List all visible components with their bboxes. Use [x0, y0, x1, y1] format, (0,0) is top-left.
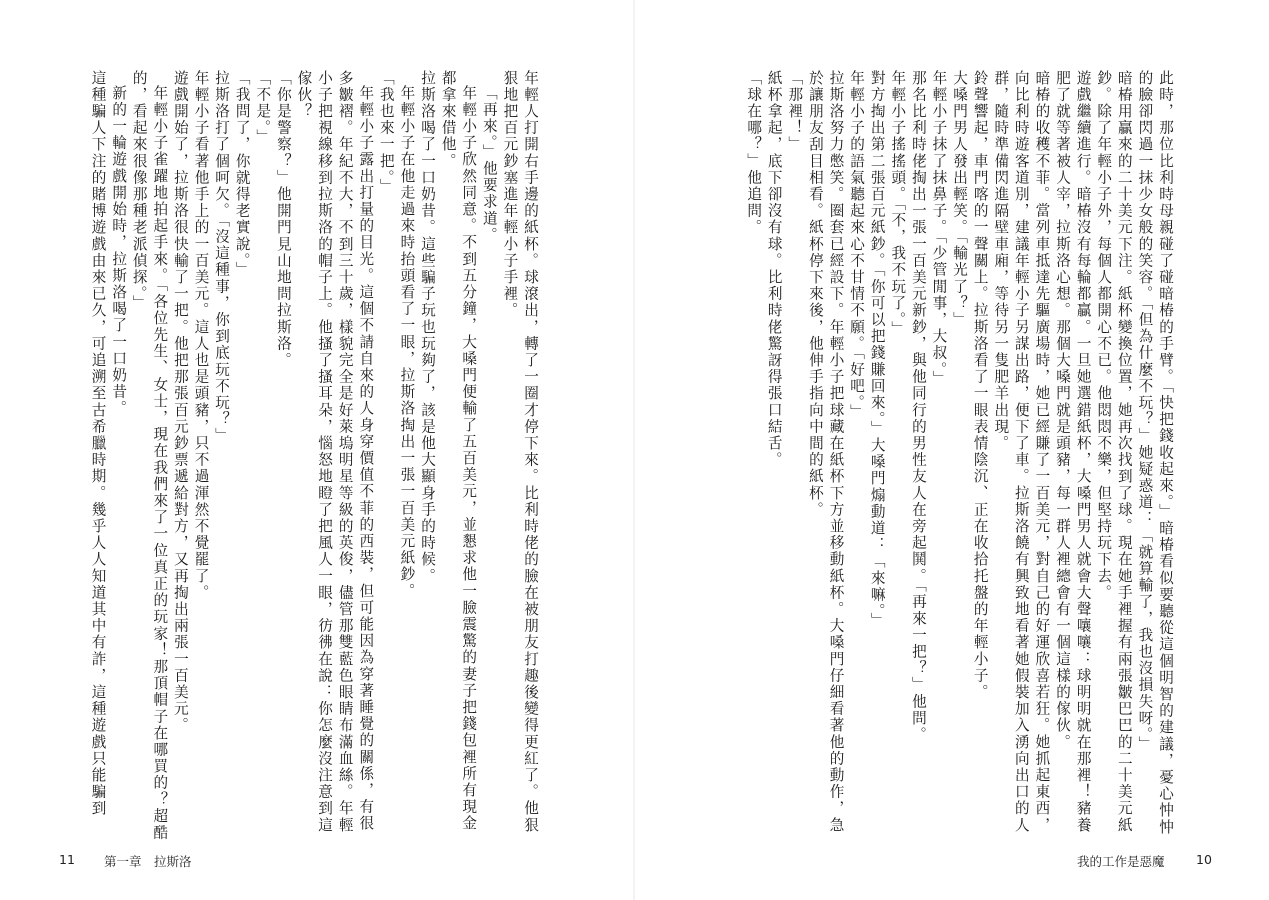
left-page-body [89, 70, 540, 842]
paragraph: 「再來。」他要求道。 [480, 84, 498, 244]
paragraph: 大嗓門男人發出輕笑。「輸光了？」 [951, 70, 969, 329]
paragraph: 對方掏出第二張百元紙鈔。「你可以把錢賺回來。」大嗓門煽動道：「來嘛。」 [868, 70, 886, 630]
right-page [635, 0, 1269, 900]
paragraph: 年輕小子在他走過來時抬頭看了一眼，拉斯洛掏出一張一百美元紙鈔。 [398, 84, 416, 600]
page-number: 10 [1196, 852, 1212, 867]
running-head: 我的工作是惡魔 [1077, 854, 1165, 869]
paragraph: 「你是警察？」他開門見山地問拉斯洛。 [274, 70, 292, 369]
paragraph: 年輕小子抹了抹鼻子。「少管閒事，大叔。」 [930, 70, 948, 388]
paragraph: 遊戲開始了，拉斯洛很快輸了一把。他把那張百元鈔票遞給對方，又再掏出兩張一百美元。 [171, 70, 189, 734]
paragraph: 「我問了，你就得老實說。」 [233, 70, 251, 279]
paragraph: 那名比利時佬掏出一張一百美元新鈔，與他同行的男性友人在旁起鬨。「再來一把？」他問。 [909, 70, 927, 744]
paragraph: 拉斯洛努力憋笑。圈套已經設下。年輕小子把球藏在紙杯下方並移動紙杯。大嗓門仔細看著他的動作，急於讓朋友刮目相看。紙杯停下來後，他伸手指向中間的紙杯。 [806, 70, 845, 834]
paragraph: 暗椿的收穫不菲。當列車抵達先驅廣場時，她已經賺了一百美元，對自己的好運欣喜若狂。她抓起東西，向比利時遊客道別，建議年輕小子另謀出路，便下了車。拉斯洛饒有興致地看著她假裝加入湧向出口的人群，隨時準備閃進隔壁車廂，等待另一隻肥羊出現。 [992, 70, 1051, 834]
paragraph: 新的一輪遊戲開始時，拉斯洛喝了一口奶昔。 [110, 84, 128, 417]
paragraph: 年輕小子看著他手上的一百美元。這人也是頭豬，只不過渾然不覺罷了。 [192, 70, 210, 602]
paragraph: 年輕人打開右手邊的紙杯。球滾出，轉了一圈才停下來。比利時佬的臉在被朋友打趣後變得更紅了。他狠狠地把百元鈔塞進年輕小子手裡。 [501, 70, 539, 834]
paragraph: 鈴聲響起，車門喀的一聲關上。拉斯洛看了一眼表情陰沉、正在收拾托盤的年輕小子。 [971, 70, 989, 701]
paragraph: 紙杯拿起，底下卻沒有球。比利時佬驚訝得張口結舌。 [765, 70, 783, 469]
right-page-body [727, 70, 1175, 842]
paragraph: 年輕小子雀躍地拍起手來。「各位先生、女士，現在我們來了一位真正的玩家！那頂帽子在哪買的？超酷的，看起來很像那種老派偵探。」 [130, 70, 169, 841]
paragraph: 年輕小子的語氣聽起來心不甘情不願。「好吧。」 [848, 70, 866, 421]
paragraph: 「不是。」 [254, 70, 272, 146]
paragraph: 拉斯洛打了個呵欠。「沒這種事，你到底玩不玩？」 [213, 70, 231, 445]
paragraph: 這種騙人下注的賭博遊戲由來已久，可追溯至古希臘時期。幾乎人人知道其中有詐，這種遊戲只能騙到 [89, 70, 107, 817]
paragraph: 「我也來一把。」 [377, 70, 395, 196]
left-page [0, 0, 634, 900]
paragraph: 遊戲繼續進行。暗椿沒有每輪都贏。一旦她選錯紙杯，大嗓門男人就會大聲嚷嚷：球明明就在那裡！豬養肥了就等著被人宰，拉斯洛心想。那個大嗓門就是頭豬，每一群人裡總會有一個這樣的傢伙。 [1054, 70, 1092, 834]
paragraph: 「球在哪？」他追問。 [745, 70, 763, 236]
paragraph: 年輕小子搖搖頭。「不，我不玩了。」 [889, 70, 907, 338]
running-head: 第一章 拉斯洛 [104, 854, 192, 869]
paragraph: 暗椿用贏來的二十美元下注。紙杯變換位置，她再次找到了球。現在她手裡握有兩張皺巴巴的二十美元紙鈔。除了年輕小子外，每個人都開心不已。他悶悶不樂，但堅持玩下去。 [1095, 70, 1133, 834]
page-number: 11 [59, 852, 75, 867]
paragraph: 此時，那位比利時母親碰了碰暗椿的手臂。「快把錢收起來。」暗椿看似要聽從這個明智的建議，憂心忡忡的臉卻閃過一抹少女般的笑容。「但為什麼不玩？」她疑惑道：「就算輸了，我也沒損失呀。」 [1136, 70, 1174, 836]
paragraph: 拉斯洛喝了一口奶昔。這些騙子玩也玩夠了，該是他大顯身手的時候。 [419, 70, 437, 585]
paragraph: 年輕小子露出打量的目光。這個不請自來的人身穿價值不菲的西裝，但可能因為穿著睡覺的關係，有很多皺褶。年紀不大，不到三十歲，樣貌完全是好萊塢明星等級的英俊，儘管那雙藍色眼睛布滿血絲。年輕小子把視線移到拉斯洛的帽子上。他搔了搔耳朵，惱怒地瞪了把風人一眼，彷彿在說：你怎麼沒注意到這傢伙？ [295, 70, 375, 834]
paragraph: 「那裡！」 [786, 70, 804, 153]
paragraph: 年輕小子欣然同意。不到五分鐘，大嗓門便輸了五百美元，並懇求他一臉震驚的妻子把錢包裡所有現金都拿來借他。 [439, 70, 478, 832]
